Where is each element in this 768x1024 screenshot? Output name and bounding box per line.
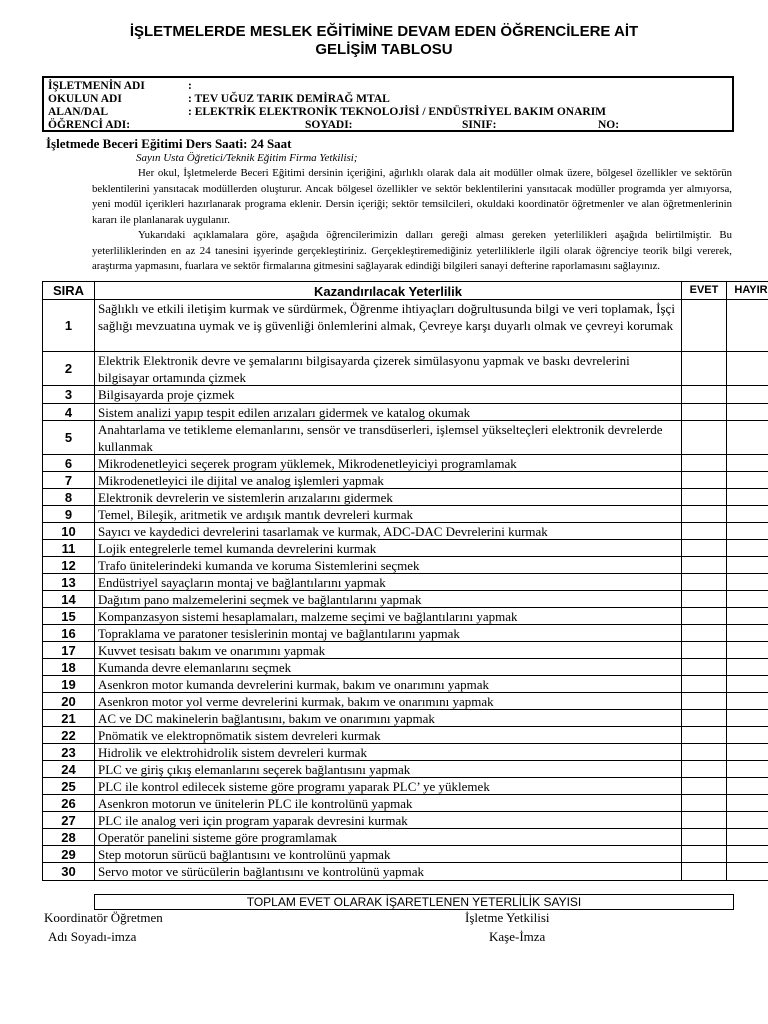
hayir-checkbox-cell[interactable]: [726, 675, 768, 692]
hayir-checkbox-cell[interactable]: [726, 845, 768, 862]
hayir-checkbox-cell[interactable]: [726, 299, 768, 351]
row-number: 24: [42, 760, 94, 777]
evet-checkbox-cell[interactable]: [681, 760, 726, 777]
competency-text: Sağlıklı ve etkili iletişim kurmak ve sürdürmek, Öğrenme ihtiyaçları doğrultusunda bilgi ve veri toplamak, İşçi sağlığı mevzuatına uymak ve iş güvenliği önlemlerini almak, Çevreye karşı duyarlı olmak ve çevreyi korumak: [94, 299, 681, 351]
col-sira-header: SIRA: [42, 281, 94, 299]
row-number: 23: [42, 743, 94, 760]
table-row: [42, 471, 734, 488]
ogrenci-label: ÖĞRENCİ ADI:: [48, 119, 131, 131]
competency-text: Asenkron motor yol verme devrelerini kurmak, bakım ve onarımını yapmak: [94, 692, 681, 709]
table-row: [42, 641, 734, 658]
evet-checkbox-cell[interactable]: [681, 862, 726, 881]
evet-checkbox-cell[interactable]: [681, 641, 726, 658]
hayir-checkbox-cell[interactable]: [726, 624, 768, 641]
table-row: [42, 505, 734, 522]
total-evet-count-row: TOPLAM EVET OLARAK İŞARETLENEN YETERLİLİK SAYISI: [94, 894, 734, 910]
table-row: [42, 385, 734, 403]
evet-checkbox-cell[interactable]: [681, 726, 726, 743]
evet-checkbox-cell[interactable]: [681, 828, 726, 845]
table-row: [42, 726, 734, 743]
alan-label: ALAN/DAL: [48, 106, 109, 118]
evet-checkbox-cell[interactable]: [681, 403, 726, 420]
competency-text: PLC ve giriş çıkış elemanlarını seçerek bağlantısını yapmak: [94, 760, 681, 777]
row-number: 17: [42, 641, 94, 658]
okul-label: OKULUN ADI: [48, 93, 122, 105]
coordinator-teacher-label: Koordinatör Öğretmen: [44, 910, 163, 925]
evet-checkbox-cell[interactable]: [681, 454, 726, 471]
col-hayir-header: HAYIR: [726, 281, 768, 299]
competency-text: PLC ile analog veri için program yaparak devresini kurmak: [94, 811, 681, 828]
hayir-checkbox-cell[interactable]: [726, 658, 768, 675]
competency-text: Endüstriyel sayaçların montaj ve bağlantılarını yapmak: [94, 573, 681, 590]
competency-text: Operatör panelini sisteme göre programlamak: [94, 828, 681, 845]
table-row: [42, 573, 734, 590]
hayir-checkbox-cell[interactable]: [726, 743, 768, 760]
evet-checkbox-cell[interactable]: [681, 522, 726, 539]
row-number: 26: [42, 794, 94, 811]
row-number: 21: [42, 709, 94, 726]
row-number: 16: [42, 624, 94, 641]
competency-text: Pnömatik ve elektropnömatik sistem devreleri kurmak: [94, 726, 681, 743]
row-number: 19: [42, 675, 94, 692]
sinif-label: SINIF:: [462, 119, 497, 131]
competency-text: AC ve DC makinelerin bağlantısını, bakım ve onarımını yapmak: [94, 709, 681, 726]
table-row: [42, 709, 734, 726]
evet-checkbox-cell[interactable]: [681, 299, 726, 351]
table-row: [42, 539, 734, 556]
row-number: 3: [42, 385, 94, 403]
hayir-checkbox-cell[interactable]: [726, 692, 768, 709]
row-number: 5: [42, 420, 94, 454]
isletme-row: [48, 80, 192, 93]
alan-value: : ELEKTRİK ELEKTRONİK TEKNOLOJİSİ / ENDÜSTRİYEL BAKIM ONARIM: [188, 106, 607, 118]
table-row: [42, 845, 734, 862]
alan-row: [48, 106, 607, 119]
hayir-checkbox-cell[interactable]: [726, 385, 768, 403]
evet-checkbox-cell[interactable]: [681, 488, 726, 505]
competency-text: Mikrodenetleyici ile dijital ve analog işlemleri yapmak: [94, 471, 681, 488]
evet-checkbox-cell[interactable]: [681, 505, 726, 522]
hayir-checkbox-cell[interactable]: [726, 607, 768, 624]
row-number: 20: [42, 692, 94, 709]
table-row: [42, 420, 734, 454]
hayir-checkbox-cell[interactable]: [726, 573, 768, 590]
competency-text: PLC ile kontrol edilecek sisteme göre programı yaparak PLC’ ye yüklemek: [94, 777, 681, 794]
hayir-checkbox-cell[interactable]: [726, 505, 768, 522]
lesson-hours-heading: İşletmede Beceri Eğitimi Ders Saati: 24 Saat: [46, 136, 292, 151]
info-box: [42, 76, 734, 132]
table-row: [42, 522, 734, 539]
table-row: [42, 658, 734, 675]
competency-text: Sistem analizi yapıp tespit edilen arızaları gidermek ve katalog okumak: [94, 403, 681, 420]
evet-checkbox-cell[interactable]: [681, 385, 726, 403]
table-row: [42, 299, 734, 351]
row-number: 15: [42, 607, 94, 624]
competency-text: Mikrodenetleyici seçerek program yüklemek, Mikrodenetleyiciyi programlamak: [94, 454, 681, 471]
okul-value: : TEV UĞUZ TARIK DEMİRAĞ MTAL: [188, 93, 390, 105]
competency-text: Elektronik devrelerin ve sistemlerin arızalarını gidermek: [94, 488, 681, 505]
hayir-checkbox-cell[interactable]: [726, 403, 768, 420]
row-number: 29: [42, 845, 94, 862]
competency-text: Hidrolik ve elektrohidrolik sistem devreleri kurmak: [94, 743, 681, 760]
hayir-checkbox-cell[interactable]: [726, 590, 768, 607]
isletme-label: İŞLETMENİN ADI: [48, 80, 145, 92]
competency-text: Kumanda devre elemanlarını seçmek: [94, 658, 681, 675]
table-row: [42, 590, 734, 607]
table-row: [42, 828, 734, 845]
evet-checkbox-cell[interactable]: [681, 692, 726, 709]
evet-checkbox-cell[interactable]: [681, 607, 726, 624]
competency-text: Bilgisayarda proje çizmek: [94, 385, 681, 403]
competency-text: Dağıtım pano malzemelerini seçmek ve bağlantılarını yapmak: [94, 590, 681, 607]
competency-text: Trafo ünitelerindeki kumanda ve koruma Sistemlerini seçmek: [94, 556, 681, 573]
row-number: 2: [42, 351, 94, 385]
table-row: [42, 692, 734, 709]
table-header: [42, 281, 768, 299]
competency-text: Lojik entegrelerle temel kumanda devrelerini kurmak: [94, 539, 681, 556]
row-number: 9: [42, 505, 94, 522]
evet-checkbox-cell[interactable]: [681, 658, 726, 675]
table-row: [42, 743, 734, 760]
evet-checkbox-cell[interactable]: [681, 845, 726, 862]
evet-checkbox-cell[interactable]: [681, 777, 726, 794]
competency-text: Topraklama ve paratoner tesislerinin montaj ve bağlantılarını yapmak: [94, 624, 681, 641]
table-row: [42, 862, 734, 881]
row-number: 12: [42, 556, 94, 573]
evet-checkbox-cell[interactable]: [681, 590, 726, 607]
company-stamp-label: Kaşe-İmza: [489, 929, 546, 944]
evet-checkbox-cell[interactable]: [681, 573, 726, 590]
row-number: 4: [42, 403, 94, 420]
document-title-line1: İŞLETMELERDE MESLEK EĞİTİMİNE DEVAM EDEN ÖĞRENCİLERE AİT: [129, 23, 639, 40]
isletme-value: :: [188, 80, 192, 92]
evet-checkbox-cell[interactable]: [681, 556, 726, 573]
evet-checkbox-cell[interactable]: [681, 624, 726, 641]
competency-text: Asenkron motor kumanda devrelerini kurmak, bakım ve onarımını yapmak: [94, 675, 681, 692]
row-number: 1: [42, 299, 94, 351]
hayir-checkbox-cell[interactable]: [726, 862, 768, 881]
competency-text: Asenkron motorun ve ünitelerin PLC ile kontrolünü yapmak: [94, 794, 681, 811]
hayir-checkbox-cell[interactable]: [726, 726, 768, 743]
row-number: 8: [42, 488, 94, 505]
hayir-checkbox-cell[interactable]: [726, 709, 768, 726]
competency-text: Elektrik Elektronik devre ve şemalarını bilgisayarda çizerek simülasyonu yapmak ve baskı devrelerini bilgisayar ortamında çizmek: [94, 351, 681, 385]
row-number: 27: [42, 811, 94, 828]
evet-checkbox-cell[interactable]: [681, 675, 726, 692]
row-number: 10: [42, 522, 94, 539]
no-label: NO:: [598, 119, 620, 131]
evet-checkbox-cell[interactable]: [681, 420, 726, 454]
hayir-checkbox-cell[interactable]: [726, 556, 768, 573]
hayir-checkbox-cell[interactable]: [726, 760, 768, 777]
hayir-checkbox-cell[interactable]: [726, 828, 768, 845]
table-row: [42, 794, 734, 811]
table-row: [42, 454, 734, 471]
table-row: [42, 675, 734, 692]
hayir-checkbox-cell[interactable]: [726, 794, 768, 811]
intro-paragraph-1: Her okul, İşletmelerde Beceri Eğitimi dersinin içeriğini, ağırlıklı olarak dala ait modüller olmak üzere, bölgesel özellikler ve sektörün beklentilerini yansıtacak modüllerden oluşturur. Ancak bölgesel özellikler ve sektör beklentilerini yansıtacak modüller programda yer almıyorsa, yeni modül içerikleri hazırlanarak programa eklenir. Dersin içeriği; sektör temsilcileri, okuldaki koordinatör öğretmenler ve alan öğretmenlerinin kararı ile planlanarak uygulanır.: [92, 167, 732, 226]
evet-checkbox-cell[interactable]: [681, 794, 726, 811]
competency-text: Sayıcı ve kaydedici devrelerini tasarlamak ve kurmak, ADC-DAC Devrelerini kurmak: [94, 522, 681, 539]
competency-text: Kompanzasyon sistemi hesaplamaları, malzeme seçimi ve bağlantılarını yapmak: [94, 607, 681, 624]
evet-checkbox-cell[interactable]: [681, 471, 726, 488]
hayir-checkbox-cell[interactable]: [726, 777, 768, 794]
row-number: 18: [42, 658, 94, 675]
table-row: [42, 488, 734, 505]
table-row: [42, 403, 734, 420]
evet-checkbox-cell[interactable]: [681, 539, 726, 556]
document-title-line2: GELİŞİM TABLOSU: [315, 41, 453, 58]
col-evet-header: EVET: [681, 281, 726, 299]
row-number: 22: [42, 726, 94, 743]
intro-paragraph-2: Yukarıdaki açıklamalara göre, aşağıda öğrencilerimizin dalları gereği alması gereken yeterlilikleri aşağıda belirtilmiştir. Bu yeterliliklerinden en az 24 tanesini işyerinde gerçekleştiriniz. Gerçekleştiremediğiniz yeterliliklerle ilgili olarak öğrenciye teorik bilgi vererek, araştırma yapmasını, fuarlara ve sektör firmalarına gitmesini sağlayarak edindiği bilgileri sanayi defterine raporlamasını sağlayınız.: [92, 229, 732, 272]
hayir-checkbox-cell[interactable]: [726, 488, 768, 505]
evet-checkbox-cell[interactable]: [681, 351, 726, 385]
salutation: Sayın Usta Öğretici/Teknik Eğitim Firma Yetkilisi;: [136, 152, 358, 164]
coordinator-signature-label: Adı Soyadı-imza: [48, 929, 137, 944]
company-official-label: İşletme Yetkilisi: [465, 910, 550, 925]
table-row: [42, 811, 734, 828]
table-row: [42, 556, 734, 573]
okul-row: [48, 93, 390, 106]
row-number: 11: [42, 539, 94, 556]
row-number: 7: [42, 471, 94, 488]
table-row: [42, 760, 734, 777]
hayir-checkbox-cell[interactable]: [726, 420, 768, 454]
evet-checkbox-cell[interactable]: [681, 743, 726, 760]
row-number: 25: [42, 777, 94, 794]
competency-text: Kuvvet tesisatı bakım ve onarımını yapmak: [94, 641, 681, 658]
row-number: 13: [42, 573, 94, 590]
hayir-checkbox-cell[interactable]: [726, 471, 768, 488]
row-number: 6: [42, 454, 94, 471]
hayir-checkbox-cell[interactable]: [726, 522, 768, 539]
table-row: [42, 351, 734, 385]
hayir-checkbox-cell[interactable]: [726, 641, 768, 658]
row-number: 30: [42, 862, 94, 881]
table-row: [42, 777, 734, 794]
hayir-checkbox-cell[interactable]: [726, 454, 768, 471]
row-number: 28: [42, 828, 94, 845]
competency-text: Servo motor ve sürücülerin bağlantısını ve kontrolünü yapmak: [94, 862, 681, 881]
hayir-checkbox-cell[interactable]: [726, 811, 768, 828]
col-yeterlilik-header: Kazandırılacak Yeterlilik: [94, 281, 681, 299]
hayir-checkbox-cell[interactable]: [726, 351, 768, 385]
hayir-checkbox-cell[interactable]: [726, 539, 768, 556]
competency-text: Temel, Bileşik, aritmetik ve ardışık mantık devreleri kurmak: [94, 505, 681, 522]
evet-checkbox-cell[interactable]: [681, 811, 726, 828]
table-row: [42, 624, 734, 641]
competency-text: Step motorun sürücü bağlantısını ve kontrolünü yapmak: [94, 845, 681, 862]
row-number: 14: [42, 590, 94, 607]
soyadi-label: SOYADI:: [305, 119, 353, 131]
table-row: [42, 607, 734, 624]
evet-checkbox-cell[interactable]: [681, 709, 726, 726]
competency-text: Anahtarlama ve tetikleme elemanlarını, sensör ve transdüserleri, işlemsel yükselteçleri elektronik devrelerde kullanmak: [94, 420, 681, 454]
ogrenci-row: [48, 119, 728, 132]
